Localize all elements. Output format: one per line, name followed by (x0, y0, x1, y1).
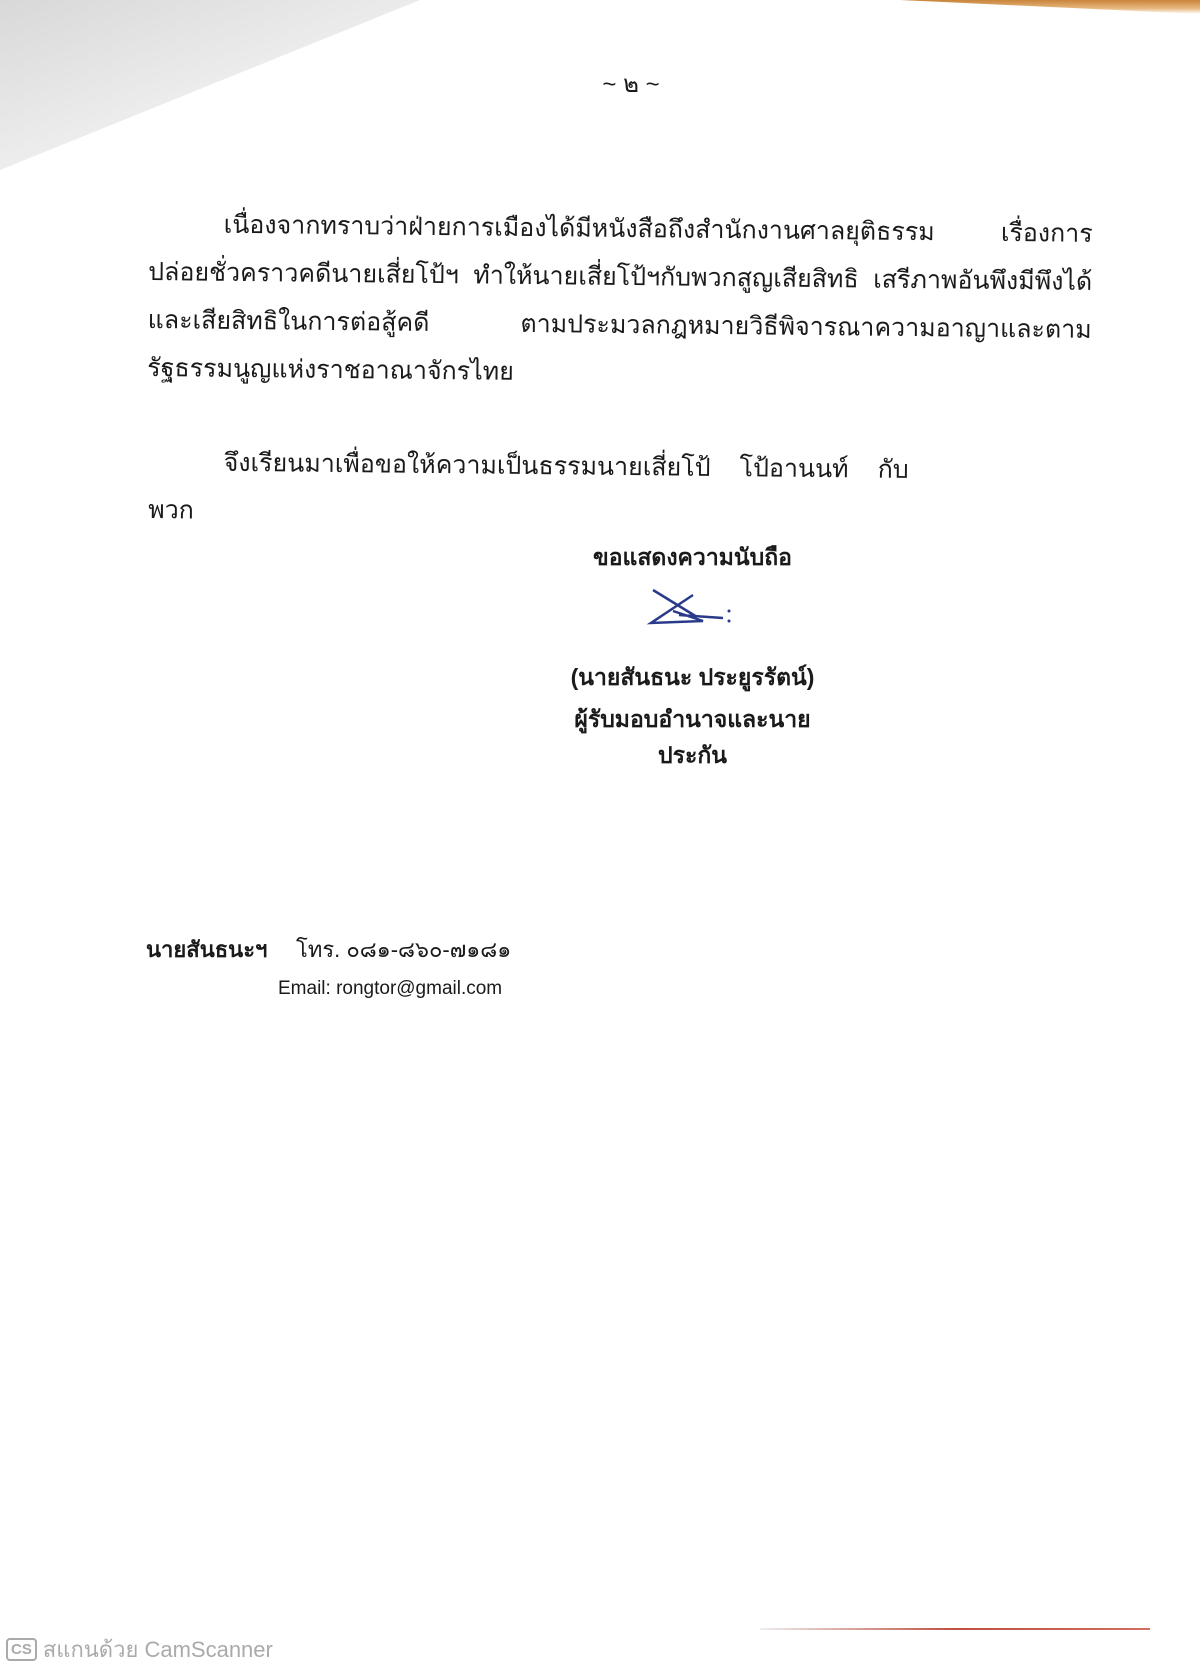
contact-name: นายสันธนะฯ (146, 937, 268, 962)
body-paragraph-2: จึงเรียนมาเพื่อขอให้ความเป็นธรรมนายเสี่ยโป้ โป้อานนท์ กับพวก (148, 448, 909, 525)
camscanner-watermark (6, 1632, 273, 1667)
closing: ขอแสดงความนับถือ (592, 544, 792, 570)
watermark-text: สแกนด้วย CamScanner (42, 1637, 273, 1662)
camscanner-logo-icon: CS (6, 1638, 37, 1661)
page-edge (900, 0, 1200, 14)
contact-email: Email: rongtor@gmail.com (278, 978, 503, 999)
contact-phone: โทร. ๐๘๑-๘๖๐-๗๑๘๑ (296, 937, 512, 962)
body-paragraph-1: เนื่องจากทราบว่าฝ่ายการเมืองได้มีหนังสือถึงสำนักงานศาลยุติธรรม เรื่องการปล่อยชั่วคราวคดีนายเสี่ยโป้ฯ ทำให้นายเสี่ยโป้ฯกับพวกสูญเสียสิทธิ เสรีภาพอันพึงมีพึงได้ และเสียสิทธิในการต่อสู้คดี ตามประมวลกฎหมายวิธีพิจารณาความอาญาและตามรัฐธรรมนูญแห่งราชอาณาจักรไทย (147, 210, 1093, 386)
signatory-title: ผู้รับมอบอำนาจและนายประกัน (574, 706, 811, 768)
page-number: ~ ๒ ~ (602, 71, 660, 98)
handwritten-signature (645, 585, 740, 630)
contact-block (146, 932, 512, 967)
page-edge-bottom (760, 1628, 1150, 1630)
signatory-name: (นายสันธนะ ประยูรรัตน์) (570, 664, 815, 690)
